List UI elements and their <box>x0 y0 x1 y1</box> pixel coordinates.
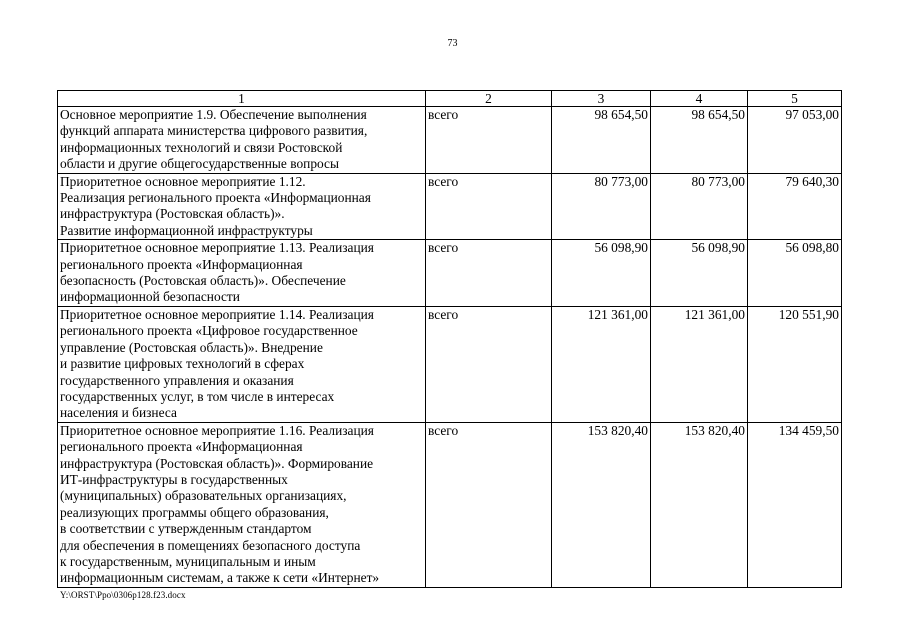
description-line: Основное мероприятие 1.9. Обеспечение выполнения <box>60 107 367 122</box>
row-value-col4: 153 820,40 <box>651 422 748 587</box>
description-line: инфраструктура (Ростовская область)». Формирование <box>60 455 374 471</box>
description-line: в соответствии с утвержденным стандартом <box>60 521 312 537</box>
row-description <box>58 107 426 174</box>
table-header-row <box>58 91 842 107</box>
table-row <box>58 306 842 422</box>
description-line: Реализация регионального проекта «Информационная <box>60 190 371 206</box>
description-line: функций аппарата министерства цифрового развития, <box>60 123 368 139</box>
description-line: (муниципальных) образовательных организациях, <box>60 488 347 504</box>
description-line: ИТ-инфраструктуры в государственных <box>60 471 288 487</box>
footer-file-path: Y:\ORST\Ppo\0306p128.f23.docx <box>60 590 186 600</box>
row-value-col4: 80 773,00 <box>651 173 748 240</box>
row-value-col4: 121 361,00 <box>651 306 748 422</box>
header-col-3: 3 <box>552 91 651 107</box>
table-row <box>58 173 842 240</box>
description-line: государственных услуг, в том числе в интересах <box>60 388 335 404</box>
row-description <box>58 422 426 587</box>
row-description <box>58 240 426 307</box>
row-value-col5: 134 459,50 <box>748 422 842 587</box>
description-line: и развитие цифровых технологий в сферах <box>60 356 305 372</box>
row-value-col5: 79 640,30 <box>748 173 842 240</box>
description-line: Приоритетное основное мероприятие 1.12. <box>60 173 306 189</box>
row-value-col5: 120 551,90 <box>748 306 842 422</box>
description-line: к государственным, муниципальным и иным <box>60 553 316 569</box>
description-line: информационным системам, а также к сети «Интернет» <box>60 570 380 586</box>
description-line: безопасность (Ростовская область)». Обеспечение <box>60 273 346 289</box>
page-number: 73 <box>447 38 458 49</box>
row-type: всего <box>426 107 552 174</box>
row-value-col4: 98 654,50 <box>651 107 748 174</box>
description-line: информационных технологий и связи Ростовской <box>60 139 343 155</box>
row-value-col3: 80 773,00 <box>552 173 651 240</box>
description-line: Приоритетное основное мероприятие 1.14. Реализация <box>60 306 374 322</box>
description-line: инфраструктура (Ростовская область)». <box>60 206 285 222</box>
data-table <box>57 90 842 588</box>
row-value-col5: 56 098,80 <box>748 240 842 307</box>
table-row <box>58 240 842 307</box>
description-line: Приоритетное основное мероприятие 1.16. Реализация <box>60 422 374 438</box>
row-value-col4: 56 098,90 <box>651 240 748 307</box>
description-line: Приоритетное основное мероприятие 1.13. Реализация <box>60 240 374 256</box>
row-value-col3: 98 654,50 <box>552 107 651 174</box>
header-col-1: 1 <box>58 91 426 107</box>
description-line: населения и бизнеса <box>60 405 177 421</box>
description-line: информационной безопасности <box>60 289 240 305</box>
header-col-4: 4 <box>651 91 748 107</box>
description-line: для обеспечения в помещениях безопасного доступа <box>60 537 361 553</box>
row-value-col5: 97 053,00 <box>748 107 842 174</box>
row-type: всего <box>426 173 552 240</box>
row-type: всего <box>426 240 552 307</box>
row-value-col3: 153 820,40 <box>552 422 651 587</box>
row-description <box>58 306 426 422</box>
header-col-5: 5 <box>748 91 842 107</box>
description-line: государственного управления и оказания <box>60 372 294 388</box>
description-line: регионального проекта «Информационная <box>60 439 303 455</box>
description-line: регионального проекта «Цифровое государственное <box>60 323 358 339</box>
description-line: области и другие общегосударственные вопросы <box>60 156 339 172</box>
row-value-col3: 121 361,00 <box>552 306 651 422</box>
table-row <box>58 107 842 174</box>
description-line: регионального проекта «Информационная <box>60 256 303 272</box>
description-line: управление (Ростовская область)». Внедрение <box>60 339 323 355</box>
row-description <box>58 173 426 240</box>
row-value-col3: 56 098,90 <box>552 240 651 307</box>
description-line: Развитие информационной инфраструктуры <box>60 222 313 238</box>
header-col-2: 2 <box>426 91 552 107</box>
table-body <box>58 107 842 588</box>
description-line: реализующих программы общего образования, <box>60 504 329 520</box>
row-type: всего <box>426 306 552 422</box>
table-row <box>58 422 842 587</box>
row-type: всего <box>426 422 552 587</box>
